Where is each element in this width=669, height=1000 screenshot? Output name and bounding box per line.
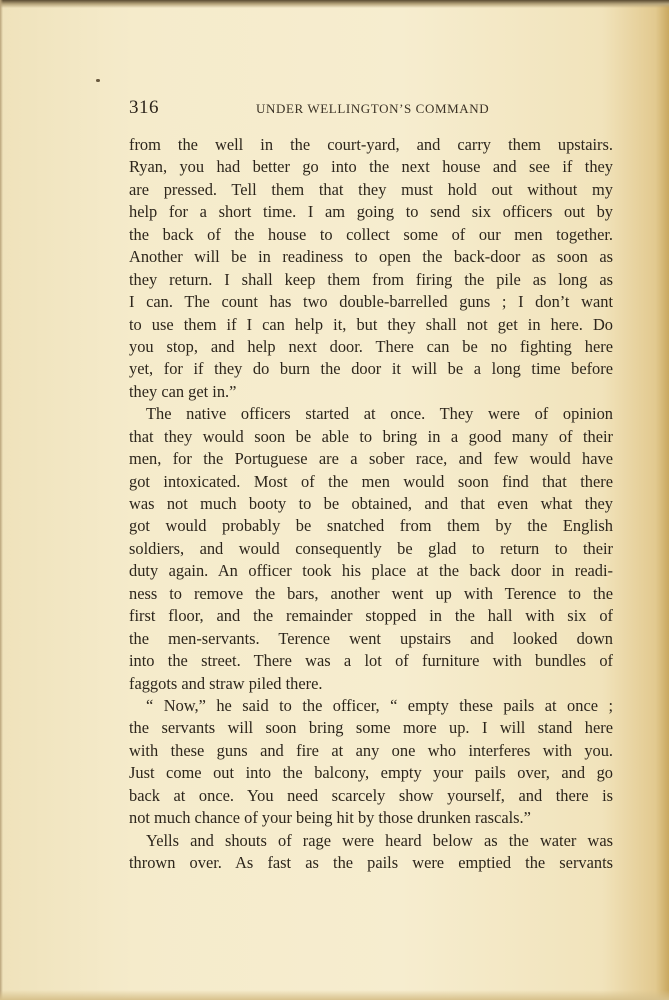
text-line: Just come out into the balcony, empty your pails over, and go (129, 763, 613, 783)
text-line: help for a short time. I am going to send six officers out by (129, 202, 613, 222)
text-line: soldiers, and would consequently be glad to return to their (129, 538, 613, 558)
page-left-edge-shadow (0, 0, 3, 1000)
text-line: The native officers started at once. They were of opinion (146, 404, 613, 424)
text-line: got intoxicated. Most of the men would soon find that there (129, 471, 613, 491)
text-line: with these guns and fire at any one who interferes with you. (129, 740, 613, 760)
running-head: UNDER WELLINGTON’S COMMAND (256, 101, 490, 116)
text-line: you stop, and help next door. There can be no fighting here (129, 336, 613, 356)
text-line: Ryan, you had better go into the next house and see if they (129, 157, 613, 177)
text-line: got would probably be snatched from them by the English (129, 516, 613, 536)
text-line: Another will be in readiness to open the back-door as soon as (129, 247, 613, 267)
page-top-edge-shadow (0, 0, 669, 8)
text-line: Yells and shouts of rage were heard below as the water was (146, 830, 613, 850)
text-line: the servants will soon bring some more up. I will stand here (129, 718, 613, 738)
text-line: was not much booty to be obtained, and that even what they (129, 494, 613, 513)
text-line: I can. The count has two double-barrelled guns ; I don’t want (129, 292, 613, 312)
text-line: men, for the Portuguese are a sober race, and few would have (129, 449, 613, 469)
text-line: the back of the house to collect some of our men together. (129, 224, 613, 244)
body-text (129, 134, 613, 874)
text-line: the men-servants. Terence went upstairs and looked down (129, 628, 613, 648)
text-line: “ Now,” he said to the officer, “ empty these pails at once ; (146, 695, 613, 715)
text-line: yet, for if they do burn the door it will be a long time before (129, 359, 613, 379)
text-line: first floor, and the remainder stopped in the hall with six of (129, 606, 613, 626)
page-header (129, 97, 613, 121)
page-number: 316 (129, 97, 159, 118)
text-line: duty again. An officer took his place at the back door in readi- (129, 561, 613, 581)
text-line: back at once. You need scarcely show yourself, and there is (129, 785, 613, 805)
text-line: ness to remove the bars, another went up with Terence to the (129, 583, 613, 603)
ink-speck (96, 79, 100, 82)
text-line: thrown over. As fast as the pails were emptied the servants (129, 853, 613, 872)
page-bottom-edge-shadow (0, 990, 669, 1000)
text-line: into the street. There was a lot of furniture with bundles of (129, 651, 613, 671)
text-line: they can get in.” (129, 381, 237, 401)
text-line: to use them if I can help it, but they shall not get in here. Do (129, 314, 613, 334)
text-line: faggots and straw piled there. (129, 673, 323, 693)
text-line: they return. I shall keep them from firing the pile as long as (129, 269, 613, 289)
text-line: not much chance of your being hit by those drunken rascals.” (129, 808, 531, 828)
text-line: that they would soon be able to bring in a good many of their (129, 426, 613, 446)
text-line: are pressed. Tell them that they must hold out without my (129, 179, 613, 199)
text-line: from the well in the court-yard, and carry them upstairs. (129, 135, 613, 154)
